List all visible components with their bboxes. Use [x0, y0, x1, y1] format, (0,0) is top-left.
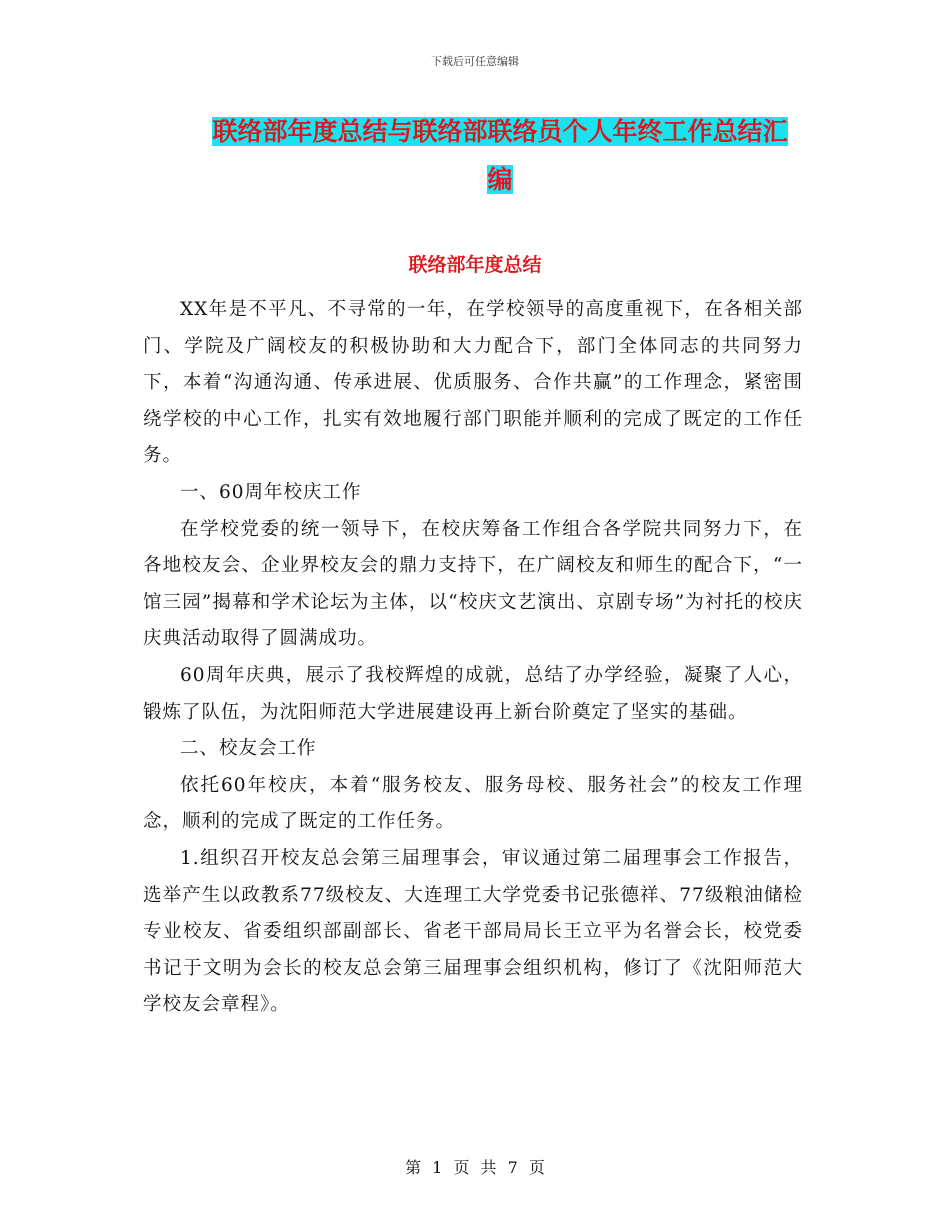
header-note: 下载后可任意编辑 — [431, 55, 519, 68]
paragraph-council: 1.组织召开校友总会第三届理事会，审议通过第二届理事会工作报告，选举产生以政教系77级校友、大连理工大学党委书记张德祥、77级粮油储检专业校友、省委组织部副部长、省老干部局局长王立平为名誉会长，校党委书记于文明为会长的校友总会第三届理事会组织机构，修订了《沈阳师范大学校友会章程》。 — [143, 847, 803, 1016]
document-title — [150, 108, 850, 204]
paragraph-celebration: 60周年庆典，展示了我校辉煌的成就，总结了办学经验，凝聚了人心，锻炼了队伍，为沈阳师范大学进展建设再上新台阶奠定了坚实的基础。 — [143, 664, 803, 723]
heading-anniversary: 一、60周年校庆工作 — [180, 481, 362, 503]
body-text — [143, 292, 803, 1024]
document-title-line-2: 编 — [487, 165, 513, 194]
page-footer: 第 1 页 共 7 页 — [405, 1158, 545, 1177]
paragraph-anniversary: 在学校党委的统一领导下，在校庆筹备工作组合各学院共同努力下，在各地校友会、企业界校友会的鼎力支持下，在广阔校友和师生的配合下，“一馆三园”揭幕和学术论坛为主体，以“校庆文艺演出、京剧专场”为衬托的校庆庆典活动取得了圆满成功。 — [143, 518, 803, 650]
paragraph-alumni: 依托60年校庆，本着“服务校友、服务母校、服务社会”的校友工作理念，顺利的完成了既定的工作任务。 — [143, 774, 803, 833]
paragraph-intro: XX年是不平凡、不寻常的一年，在学校领导的高度重视下，在各相关部门、学院及广阔校友的积极协助和大力配合下，部门全体同志的共同努力下，本着“沟通沟通、传承进展、优质服务、合作共赢”的工作理念，紧密围绕学校的中心工作，扎实有效地履行部门职能并顺利的完成了既定的工作任务。 — [143, 299, 803, 467]
section-title: 联络部年度总结 — [408, 254, 542, 276]
document-title-line-1: 联络部年度总结与联络部联络员个人年终工作总结汇 — [212, 117, 788, 146]
heading-alumni: 二、校友会工作 — [180, 738, 317, 760]
